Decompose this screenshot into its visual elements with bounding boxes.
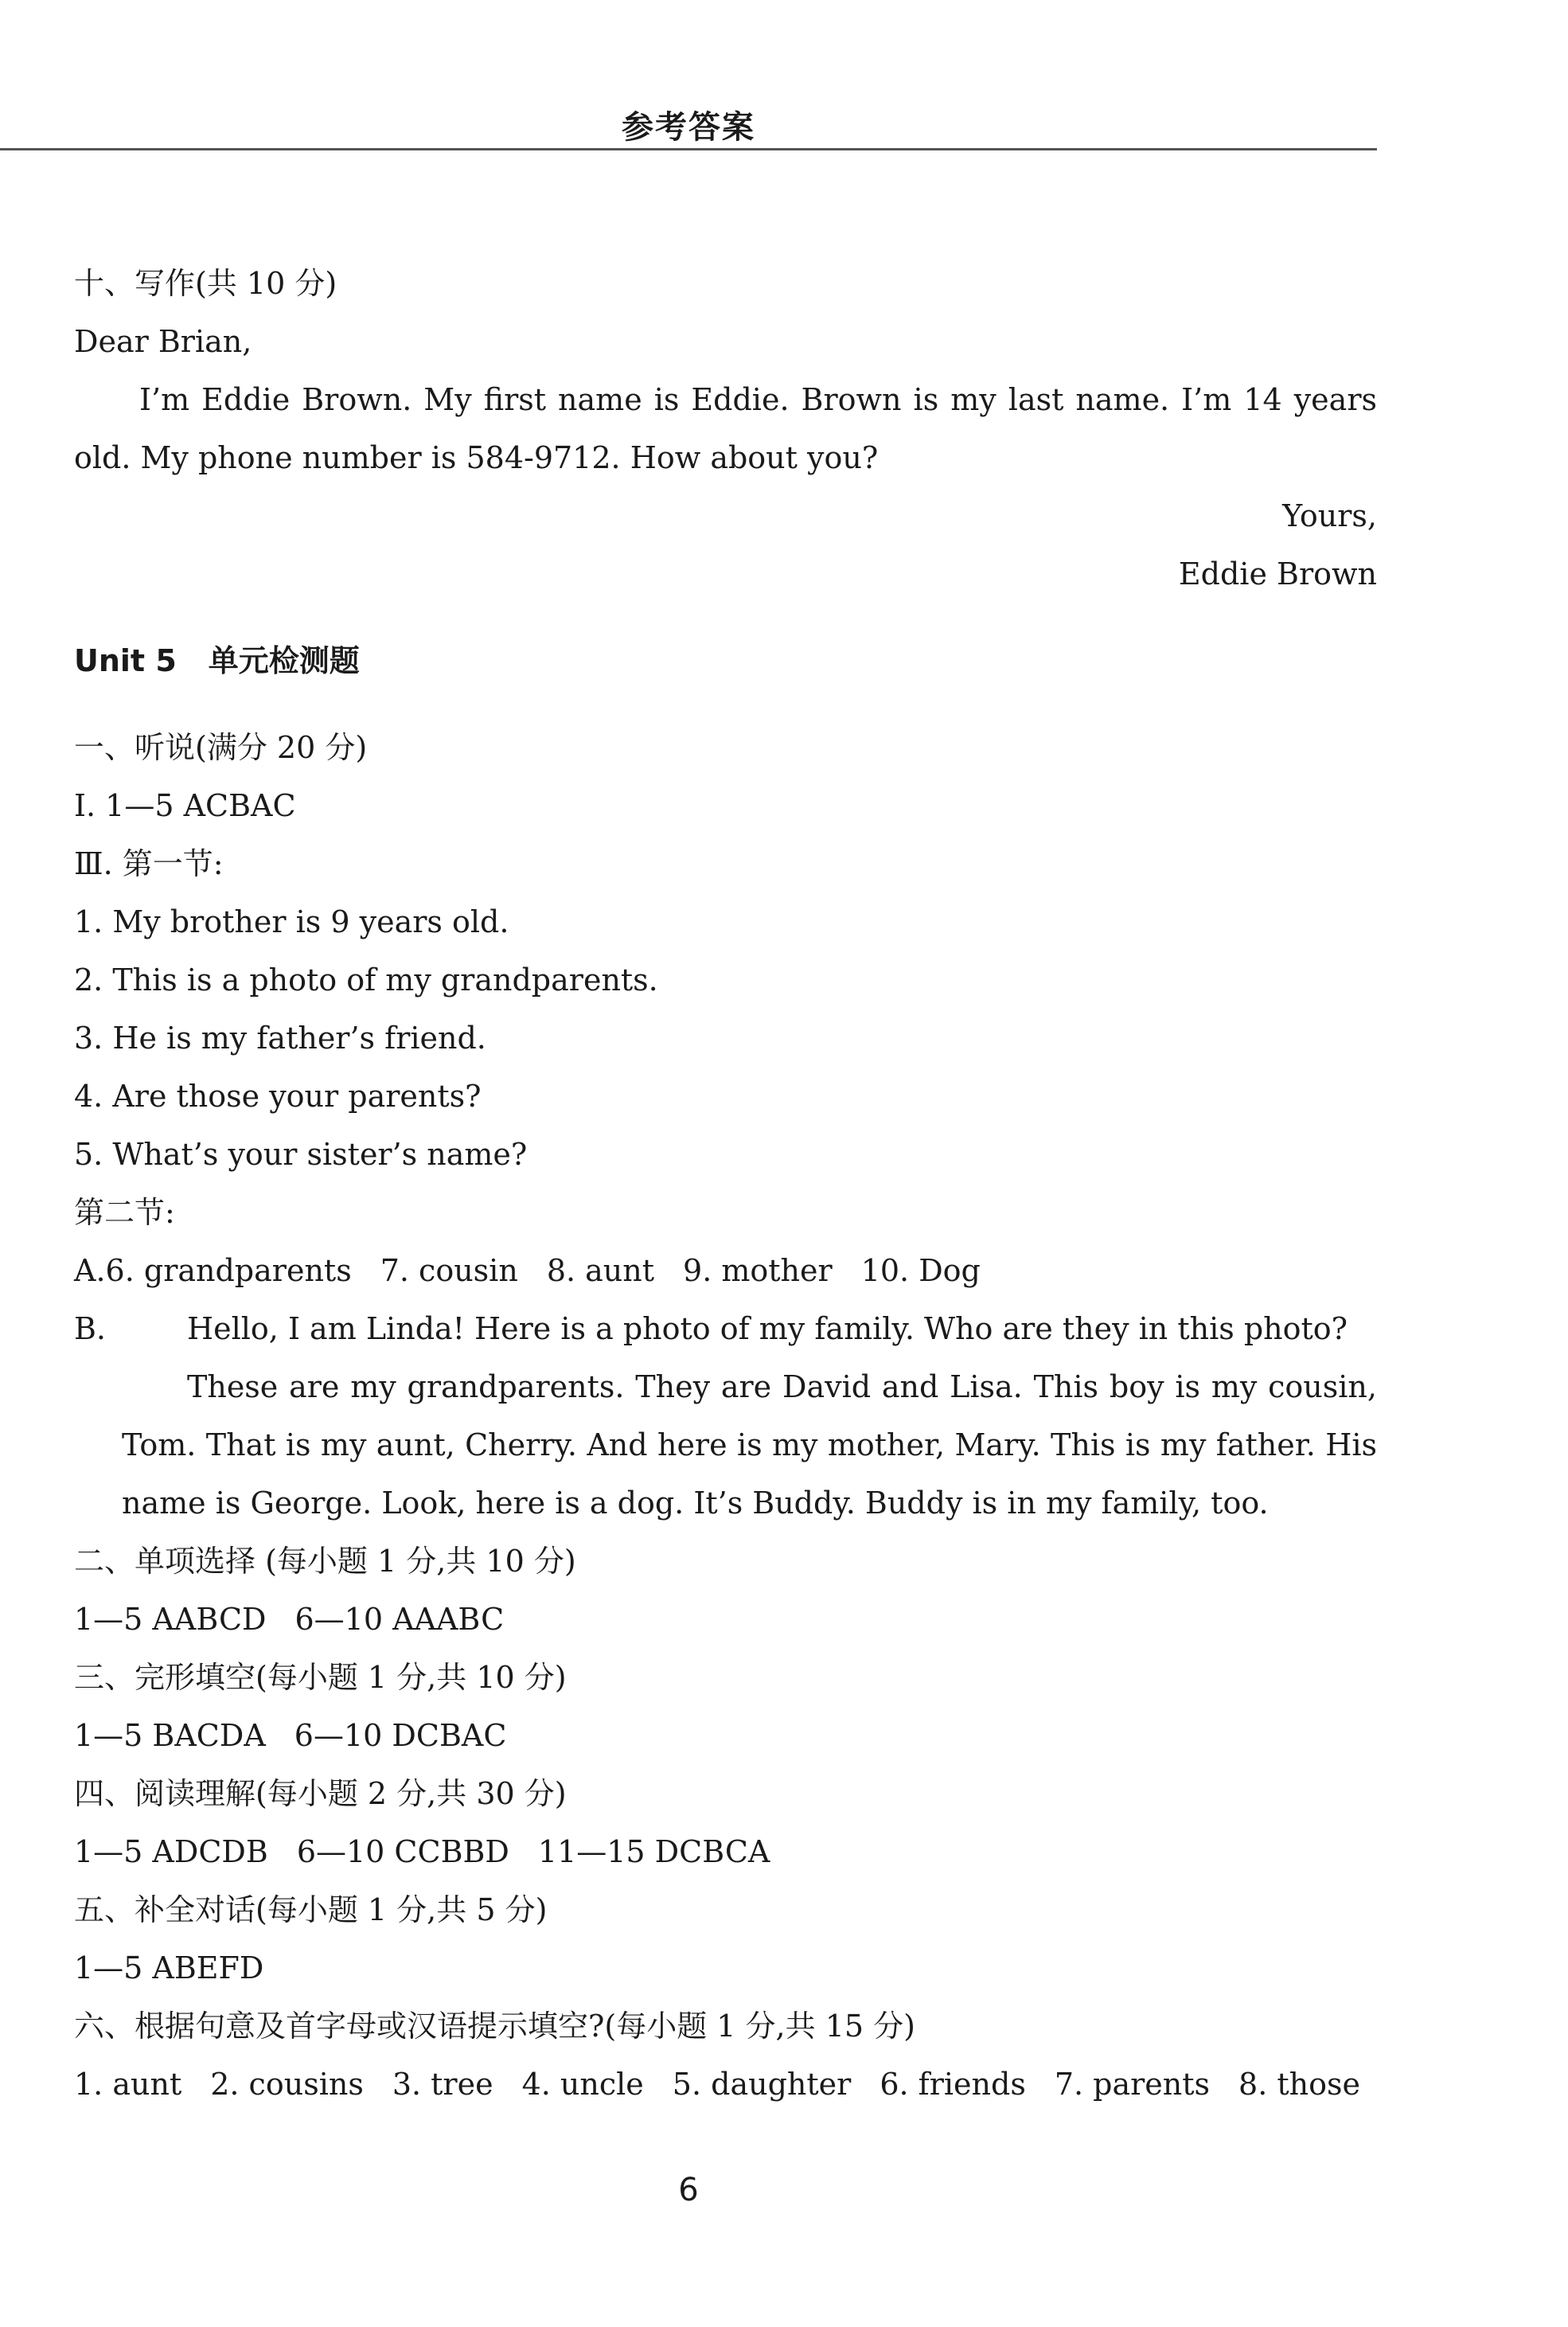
single-choice-heading: 二、单项选择 (每小题 1 分,共 10 分)	[74, 1544, 576, 1579]
reading-heading: 四、阅读理解(每小题 2 分,共 30 分)	[74, 1776, 567, 1811]
listening-sentence: 1. My brother is 9 years old.	[74, 904, 509, 939]
fill-in-heading: 六、根据句意及首字母或汉语提示填空?(每小题 1 分,共 15 分)	[74, 2009, 915, 2044]
listening-sentence: 3. He is my father’s friend.	[74, 1021, 486, 1056]
answer-group: 1—5 BACDA	[74, 1718, 266, 1753]
answer-group: 1—5 ABEFD	[74, 1950, 264, 1985]
listening-sentence: 5. What’s your sister’s name?	[74, 1137, 528, 1172]
answer-item: 4. uncle	[521, 2067, 644, 2102]
answer-group: 6—10 CCBBD	[296, 1834, 509, 1869]
cloze-heading: 三、完形填空(每小题 1 分,共 10 分)	[74, 1660, 567, 1695]
listening-section2-heading: 第二节:	[74, 1195, 175, 1230]
answer-item: 8. aunt	[546, 1253, 655, 1288]
unit-title-text: 单元检测题	[208, 643, 360, 678]
answer-item: 1. aunt	[74, 2067, 182, 2102]
answer-group: 6—10 DCBAC	[294, 1718, 507, 1753]
page-number: 6	[678, 2172, 699, 2208]
page-content	[74, 255, 1377, 2114]
answer-item: 5. daughter	[672, 2067, 852, 2102]
answer-item: 2. cousins	[210, 2067, 364, 2102]
unit-title	[74, 632, 1377, 690]
part-b-paragraph: These are my grandparents. They are David and Lisa. This boy is my cousin, Tom. That is my aunt, Cherry. And here is my mother, Mary. This is my father. His name is George. Look, here is a dog. It’s Buddy. Buddy is in my family, too.	[122, 1369, 1377, 1521]
letter-greeting: Dear Brian,	[74, 324, 252, 359]
dialogue-heading: 五、补全对话(每小题 1 分,共 5 分)	[74, 1892, 548, 1927]
unit-number: Unit 5	[74, 643, 177, 678]
listening-part1-answers: Ⅰ. 1—5 ACBAC	[74, 788, 296, 823]
answer-item: 10. Dog	[860, 1253, 981, 1288]
answer-item: 3. tree	[392, 2067, 493, 2102]
listening-part-a	[74, 1242, 1377, 1300]
page-header-title: 参考答案	[622, 109, 755, 146]
part-b-first-line: Hello, I am Linda! Here is a photo of my family. Who are they in this photo?	[187, 1311, 1348, 1346]
answer-group: 1—5 ADCDB	[74, 1834, 268, 1869]
letter-signature: Eddie Brown	[1178, 556, 1377, 592]
answer-item: 6. friends	[880, 2067, 1026, 2102]
header-divider	[0, 148, 1377, 150]
answer-group: 1—5 AABCD	[74, 1602, 267, 1637]
letter-body: I’m Eddie Brown. My first name is Eddie. Brown is my last name. I’m 14 years old. My phone number is 584-9712. How about you?	[74, 382, 1377, 475]
letter-closing: Yours,	[1282, 498, 1377, 533]
dialogue-answers	[74, 1939, 1377, 1997]
single-choice-answers	[74, 1591, 1377, 1649]
part-b-label: B.	[74, 1311, 107, 1346]
fill-in-answers	[74, 2056, 1377, 2114]
reading-answers	[74, 1823, 1377, 1881]
listening-sentence: 4. Are those your parents?	[74, 1079, 482, 1114]
answer-item: 8. those	[1238, 2067, 1360, 2102]
listening-part3-heading: Ⅲ. 第一节:	[74, 846, 224, 881]
answer-item: 7. cousin	[380, 1253, 518, 1288]
part-a-label: A.	[74, 1253, 106, 1288]
writing-heading: 十、写作(共 10 分)	[74, 266, 337, 301]
answer-item: 9. mother	[683, 1253, 833, 1288]
answer-item: 7. parents	[1054, 2067, 1211, 2102]
answer-item: 6. grandparents	[105, 1253, 352, 1288]
answer-group: 6—10 AAABC	[294, 1602, 505, 1637]
listening-heading: 一、听说(满分 20 分)	[74, 730, 368, 765]
listening-part-b	[74, 1300, 1377, 1532]
answer-group: 11—15 DCBCA	[537, 1834, 770, 1869]
listening-sentence: 2. This is a photo of my grandparents.	[74, 962, 658, 998]
cloze-answers	[74, 1707, 1377, 1765]
